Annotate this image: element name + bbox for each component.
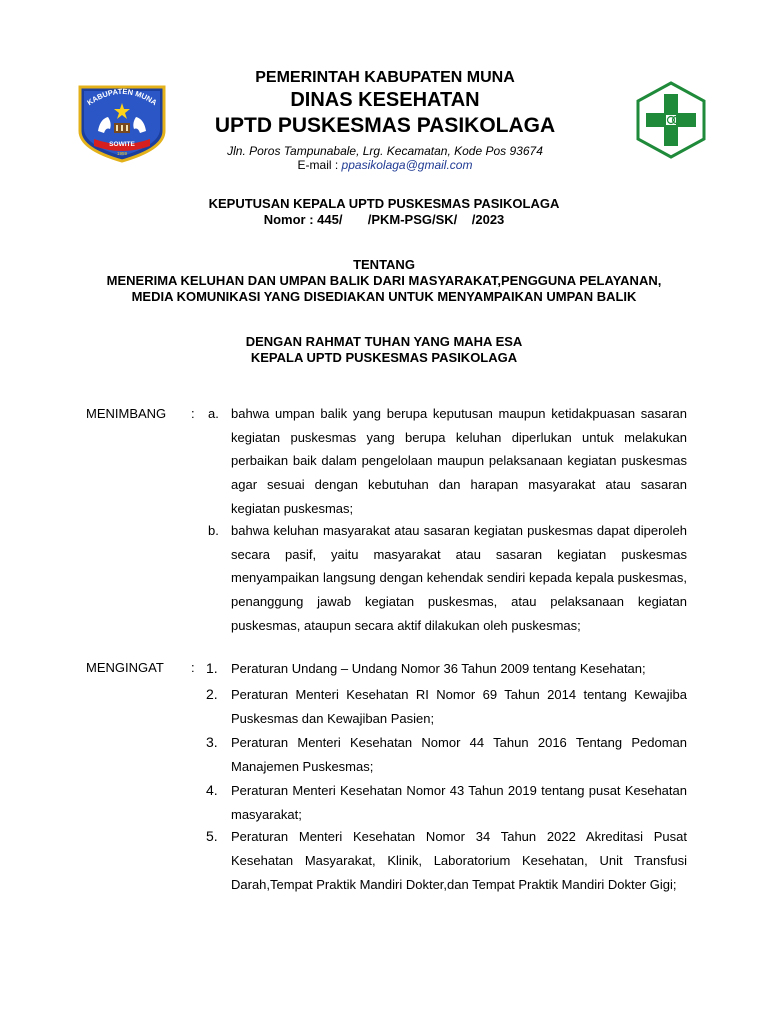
menimbang-item-b: bahwa keluhan masyarakat atau sasaran kegiatan puskesmas dapat diperoleh secara pasif, yaitu masyarakat atau sasaran kegiatan puskesmas menyampaikan langsung dengan kehendak sendiri kepada kepala puskesmas, penanggung jawab kegiatan puskesmas, atau pelaksanaan kegiatan puskesmas, ataupun secara aktif dilakukan oleh puskesmas; xyxy=(231,523,687,633)
menimbang-marker-b: b. xyxy=(208,523,219,538)
decree-number: Nomor : 445/ /PKM-PSG/SK/ /2023 xyxy=(263,212,505,227)
email-link[interactable]: ppasikolaga@gmail.com xyxy=(341,158,473,172)
decree-title: KEPUTUSAN KEPALA UPTD PUSKESMAS PASIKOLAGA xyxy=(208,196,560,211)
agency-name: DINAS KESEHATAN xyxy=(290,89,480,111)
mengingat-colon: : xyxy=(191,660,195,675)
mengingat-item-4: Peraturan Menteri Kesehatan Nomor 43 Tahun 2019 tentang pusat Kesehatan masyarakat; xyxy=(231,783,687,822)
mengingat-item-5: Peraturan Menteri Kesehatan Nomor 34 Tahun 2022 Akreditasi Pusat Kesehatan Masyarakat, Klinik, Laboratorium Kesehatan, Unit Transfusi Darah,Tempat Praktik Mandiri Dokter,dan Tempat Praktik Mandiri Dokter Gigi; xyxy=(231,829,687,892)
menimbang-item-a: bahwa umpan balik yang berupa keputusan maupun ketidakpuasan sasaran kegiatan puskesmas yang berupa keluhan diperlukan untuk melakukan perbaikan baik dalam pengelolaan maupun pelaksanaan kegiatan puskesmas agar sesuai dengan kebutuhan dan harapan masyarakat atau sasaran kegiatan puskesmas; xyxy=(231,406,687,516)
svg-text:KABUPATEN MUNA: KABUPATEN MUNA xyxy=(85,86,159,108)
mengingat-item-3: Peraturan Menteri Kesehatan Nomor 44 Tahun 2016 Tentang Pedoman Manajemen Puskesmas; xyxy=(231,735,687,774)
government-name: PEMERINTAH KABUPATEN MUNA xyxy=(255,69,515,86)
institution-name: UPTD PUSKESMAS PASIKOLAGA xyxy=(214,114,556,137)
address: Jln. Poros Tampunabale, Lrg. Kecamatan, Kode Pos 93674 xyxy=(227,144,543,158)
mengingat-marker-5: 5. xyxy=(206,828,218,844)
decree-heading xyxy=(60,196,708,228)
puskesmas-logo-icon xyxy=(634,80,708,160)
mengingat-item-1: Peraturan Undang – Undang Nomor 36 Tahun 2009 tentang Kesehatan; xyxy=(231,661,646,676)
mengingat-marker-4: 4. xyxy=(206,782,218,798)
blessing-heading xyxy=(60,334,708,366)
about-heading xyxy=(60,257,708,305)
svg-text:SOWITE: SOWITE xyxy=(109,141,135,148)
mengingat-marker-2: 2. xyxy=(206,686,218,702)
menimbang-label: MENIMBANG xyxy=(86,406,167,421)
email-label: E-mail : xyxy=(297,158,342,172)
regency-emblem-icon xyxy=(72,79,172,164)
mengingat-marker-3: 3. xyxy=(206,734,218,750)
mengingat-marker-1: 1. xyxy=(206,660,218,676)
blessing-line-1: DENGAN RAHMAT TUHAN YANG MAHA ESA xyxy=(245,334,523,349)
mengingat-label: MENGINGAT xyxy=(86,660,164,675)
about-line-2: MEDIA KOMUNIKASI YANG DISEDIAKAN UNTUK MENYAMPAIKAN UMPAN BALIK xyxy=(131,289,637,304)
email-line xyxy=(170,158,600,172)
blessing-line-2: KEPALA UPTD PUSKESMAS PASIKOLAGA xyxy=(250,350,518,365)
letterhead xyxy=(170,68,600,172)
about-line-1: MENERIMA KELUHAN DAN UMPAN BALIK DARI MASYARAKAT,PENGGUNA PELAYANAN, xyxy=(106,273,662,288)
menimbang-marker-a: a. xyxy=(208,406,219,421)
about-label: TENTANG xyxy=(353,257,415,272)
mengingat-item-2: Peraturan Menteri Kesehatan RI Nomor 69 Tahun 2014 tentang Kewajiba Puskesmas dan Kewajiban Pasien; xyxy=(231,687,687,726)
menimbang-colon: : xyxy=(191,406,195,421)
svg-text:1959: 1959 xyxy=(116,151,128,156)
